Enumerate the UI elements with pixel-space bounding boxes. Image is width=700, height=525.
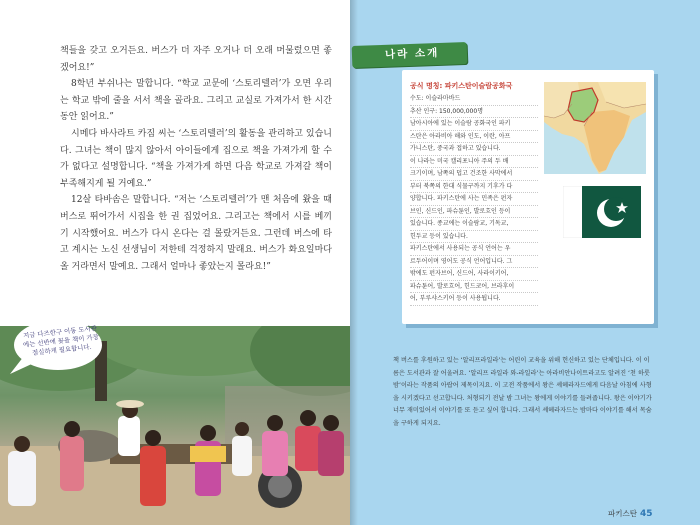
page-footer: [608, 508, 653, 519]
fact-line: 가니스탄, 중국과 접하고 있습니다.: [410, 143, 538, 156]
fact-line: 파슈툰어, 발로흐어, 힌드코어, 브라후이: [410, 281, 538, 294]
fact-line: 양합니다. 파키스탄에 사는 민족은 펀자: [410, 193, 538, 206]
pakistan-flag-icon: [563, 186, 641, 238]
fact-line: 크기이며, 남쪽의 덥고 건조한 사막에서: [410, 168, 538, 181]
fact-line: 추산 인구: 150,000,000명: [410, 106, 538, 119]
story-paragraph: 시메다 바사라트 카짐 씨는 ‘스토리텔러’의 활동을 관리하고 있습니다. 그녀는 책이 많지 않아서 아이들에게 집으로 책을 가져가게 할 수가 없다고 설명합니다. “책을 가져가게 하면 다음 학교로 가져갈 책이 부족해지게 될 거예요.”: [60, 128, 332, 189]
south-asia-map: [544, 82, 646, 174]
story-text: [60, 43, 332, 275]
fact-line: 파키스탄에서 사용되는 공식 언어는 우: [410, 243, 538, 256]
page-gutter: [350, 0, 358, 525]
fact-line: 르두어이며 영어도 공식 언어입니다. 그: [410, 256, 538, 269]
page-number: 45: [639, 509, 653, 519]
fact-line: 밖에도 펀자브어, 신드어, 사라이키어,: [410, 268, 538, 281]
story-paragraph: 책들을 갖고 오거든요. 버스가 더 자주 오거나 더 오래 머물렀으면 좋겠어요!”: [60, 46, 332, 73]
country-facts: [410, 93, 538, 306]
section-tag-label: 나라 소개: [384, 47, 440, 61]
folio-label: 파키스탄: [608, 509, 637, 518]
bubble-text: 지금 다즈한구 이동 도서관에는 선반에 꽂을 책이 가장 절실하게 필요합니다.: [22, 324, 100, 358]
fact-line: 스탄은 아라비아 해와 인도, 이란, 아프: [410, 131, 538, 144]
fact-line: 있습니다. 종교에는 이슬람교, 기독교,: [410, 218, 538, 231]
fact-line: 부터 북쪽의 한대 식물구까지 기후가 다: [410, 181, 538, 194]
story-paragraph: 8학년 부쉬나는 말합니다. “학교 교문에 ‘스토리텔러’가 오면 우리는 학교 밖에 줄을 서서 책을 골라요. 그리고 교실로 가져가서 한 시간 동안 읽어요.”: [60, 79, 332, 123]
fact-line: 수도: 이슬라마바드: [410, 93, 538, 106]
fact-line: 힌두교 등이 있습니다.: [410, 231, 538, 244]
caption-text: 책 버스를 후원하고 있는 ‘알리프라일라’는 어린이 교육을 위해 헌신하고 있는 단체입니다. 이 이름은 도서관과 잘 어울려요. ‘알리프 라일라 와-라일라’는 아라비안나이트라고도 알려진 ‘천 하룻밤’이라는 작품의 아랍어 제목이지요. 이 고전 작품에서 왕은 셰헤라자드에게 다음날 아침에 사형을 시키겠다고 선고합니다. 처형되기 전날 밤 그녀는 왕에게 이야기를 들려줍니다. 왕은 이야기가 너무 재미있어서 이야기를 또 듣고 싶어 합니다. 그래서 셰헤라자드는 밤마다 이야기를 해서 목숨을 구하게 되지요.: [393, 357, 652, 427]
story-paragraph: 12살 타바솜은 말합니다. “저는 ‘스토리텔러’가 맨 처음에 왔을 때 버스로 뛰어가서 시집을 한 권 집었어요. 그리고는 책에서 시를 베끼기 시작했어요. 버스가 다시 온다는 걸 몰랐거든요. 그런데 버스에 타고 계시는 노신 선생님이 저한테 걱정하지 말래요. 버스가 화요일마다 올 거라면서 말예요. 그래서 얼마나 좋았는지 몰라요!”: [60, 195, 332, 272]
fact-line: 남아시아에 있는 이슬람 공화국인 파키: [410, 118, 538, 131]
fact-line: 이 나라는 미국 캘리포니아 주의 두 배: [410, 156, 538, 169]
official-name: 공식 명칭: 파키스탄이슬람공화국: [410, 82, 513, 90]
fact-line: 브인, 신드인, 파슈툰인, 발로흐인 등이: [410, 206, 538, 219]
fact-line: 어, 부루샤스키어 등이 사용됩니다.: [410, 293, 538, 306]
